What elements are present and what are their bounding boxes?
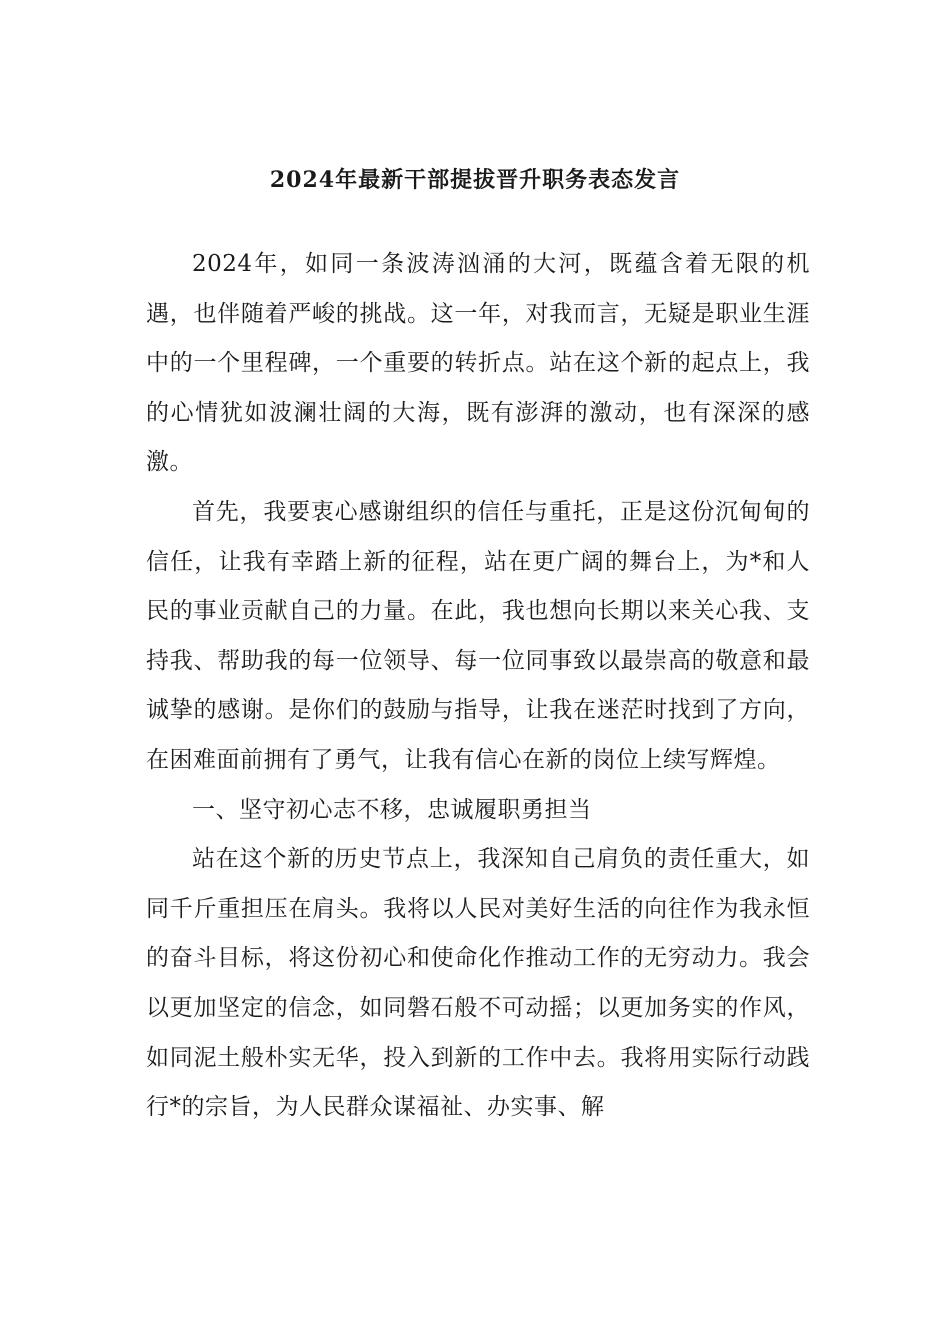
section-heading-1: 一、坚守初心志不移，忠诚履职勇担当 [192, 796, 592, 823]
paragraph-intro: 2024年，如同一条波涛汹涌的大河，既蕴含着无限的机遇，也伴随着严峻的挑战。这一年，对我而言，无疑是职业生涯中的一个里程碑，一个重要的转折点。站在这个新的起点上，我的心情犹如波澜壮阔的大海，既有澎湃的激动，也有深深的感激。 [146, 251, 810, 476]
paragraph-section-1: 站在这个新的历史节点上，我深知自己肩负的责任重大，如同千斤重担压在肩头。我将以人民对美好生活的向往作为我永恒的奋斗目标，将这份初心和使命化作推动工作的无穷动力。我会以更加坚定的信念，如同磐石般不可动摇；以更加务实的作风，如同泥土般朴实无华，投入到新的工作中去。我将用实际行动践行*的宗旨，为人民群众谋福祉、办实事、解 [146, 846, 810, 1121]
paragraph-thanks: 首先，我要衷心感谢组织的信任与重托，正是这份沉甸甸的信任，让我有幸踏上新的征程，站在更广阔的舞台上，为*和人民的事业贡献自己的力量。在此，我也想向长期以来关心我、支持我、帮助我的每一位领导、每一位同事致以最崇高的敬意和最诚挚的感谢。是你们的鼓励与指导，让我在迷茫时找到了方向，在困难面前拥有了勇气，让我有信心在新的岗位上续写辉煌。 [146, 498, 810, 773]
document-title: 2024年最新干部提拔晋升职务表态发言 [269, 167, 681, 193]
document-body [146, 240, 810, 1133]
